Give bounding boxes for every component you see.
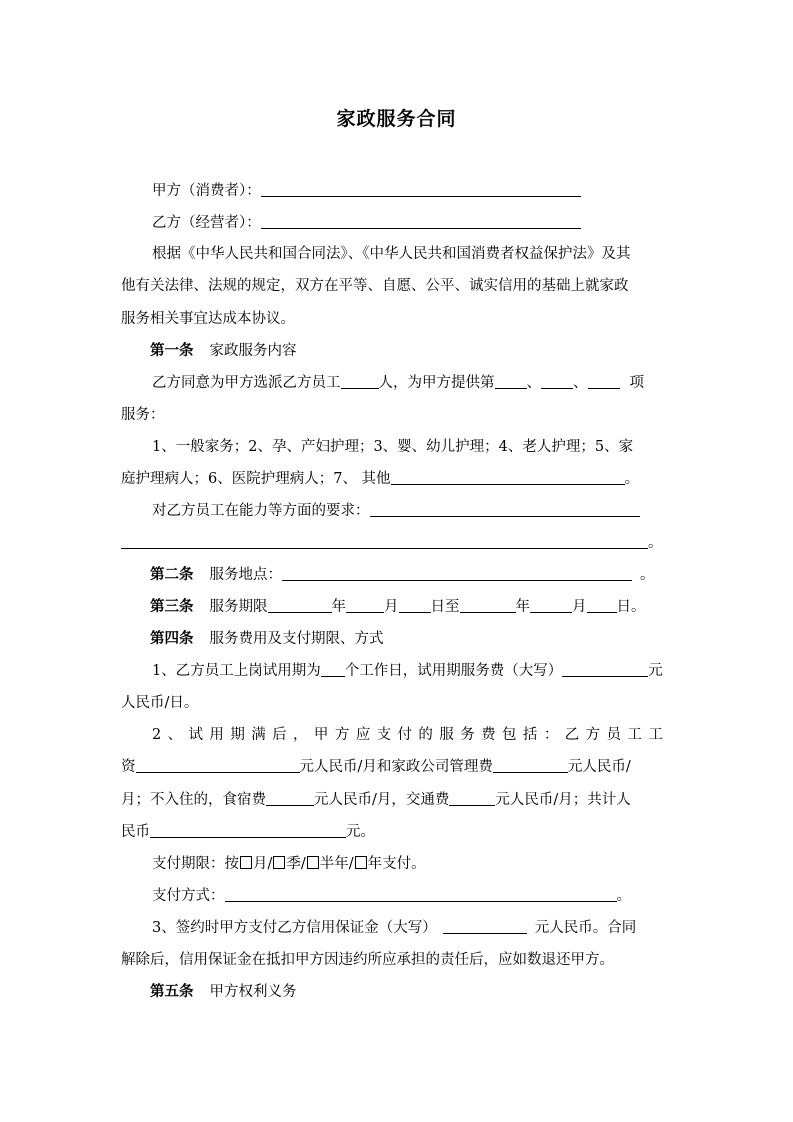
month-label: 月 — [572, 599, 587, 615]
period: 。 — [640, 567, 655, 583]
management-fee-label: 元人民币/月和家政公司管理费 — [299, 759, 493, 775]
period: 。 — [648, 535, 663, 551]
checkbox-yearly[interactable] — [355, 856, 367, 869]
preamble-line-3: 服务相关事宜达成本协议。 — [121, 311, 295, 327]
service-location-blank[interactable] — [282, 564, 632, 581]
yearly-label: 年支付。 — [367, 856, 426, 872]
article-3-line — [150, 596, 646, 618]
payment-method-blank[interactable] — [225, 885, 617, 902]
article-4-p1-line-2: 人民币/日。 — [121, 695, 199, 711]
separator: 、 — [573, 375, 588, 391]
deposit-blank[interactable] — [443, 917, 527, 934]
article-4-p3-line-1 — [152, 917, 636, 939]
other-label: 庭护理病人；6、医院护理病人；7、 其他 — [121, 471, 391, 487]
article-4-p2-line-2 — [121, 756, 631, 778]
service-location-label: 服务地点： — [209, 567, 282, 583]
staff-count-blank[interactable] — [341, 372, 379, 389]
service-period-label: 服务期限 — [209, 599, 268, 615]
service-item-blank-3[interactable] — [588, 372, 620, 389]
article-1-line-4 — [121, 468, 639, 490]
management-fee-blank[interactable] — [493, 756, 568, 773]
start-month-blank[interactable] — [346, 596, 384, 613]
unit-label: 元 — [648, 663, 663, 679]
board-fee-label: 月；不入住的，食宿费 — [121, 792, 266, 808]
article-1-line-2: 服务： — [121, 407, 165, 423]
document-title: 家政服务合同 — [336, 108, 457, 130]
party-a-blank[interactable] — [261, 180, 581, 197]
start-year-blank[interactable] — [268, 596, 332, 613]
unit-label: 元。 — [346, 824, 375, 840]
board-fee-blank[interactable] — [266, 789, 314, 806]
preamble-line-2: 他有关法律、法规的规定，双方在平等、自愿、公平、诚实信用的基础上就家政 — [121, 278, 629, 294]
unit-label: 元人民币/ — [567, 759, 631, 775]
total-label: 元人民币/月；共计人 — [495, 792, 631, 808]
payment-term-line — [152, 853, 426, 875]
end-year-blank[interactable] — [460, 596, 516, 613]
article-5-number: 第五条 — [150, 983, 194, 1000]
other-service-blank[interactable] — [391, 468, 625, 485]
checkbox-half-year[interactable] — [307, 856, 319, 869]
article-4-heading — [150, 628, 384, 650]
transport-fee-blank[interactable] — [449, 789, 495, 806]
day-label: 日。 — [616, 599, 646, 615]
article-4-p3-line-2: 解除后，信用保证金在抵扣甲方因违约所应承担的责任后，应如数退还甲方。 — [121, 952, 614, 968]
requirements-label: 对乙方员工在能力等方面的要求： — [152, 503, 370, 519]
quarterly-label: 季/ — [286, 856, 306, 872]
article-4-number: 第四条 — [150, 630, 194, 647]
total-blank[interactable] — [150, 821, 346, 838]
transport-fee-label: 元人民币/月，交通费 — [314, 792, 450, 808]
deposit-label: 3、签约时甲方支付乙方信用保证金（大写） — [152, 920, 437, 936]
staff-count-label: 乙方同意为甲方选派乙方员工 — [152, 375, 341, 391]
deposit-unit-label: 元人民币。合同 — [534, 920, 637, 936]
article-1-title: 家政服务内容 — [209, 343, 297, 359]
party-a-label: 甲方（消费者）： — [152, 183, 261, 199]
requirements-blank-1[interactable] — [370, 500, 640, 517]
payment-method-line — [152, 885, 631, 907]
article-1-line-5 — [152, 500, 640, 522]
year-label: 年 — [515, 599, 530, 615]
end-month-blank[interactable] — [530, 596, 572, 613]
party-b-blank[interactable] — [261, 212, 581, 229]
separator: 、 — [526, 375, 541, 391]
article-1-heading — [150, 340, 297, 362]
article-4-p1-line-1 — [152, 660, 663, 682]
article-3-number: 第三条 — [150, 598, 194, 615]
payment-method-label: 支付方式： — [152, 888, 225, 904]
preamble-line-1: 根据《中华人民共和国合同法》、《中华人民共和国消费者权益保护法》及其 — [152, 246, 631, 262]
checkbox-quarterly[interactable] — [273, 856, 285, 869]
day-to-label: 日至 — [430, 599, 460, 615]
wage-label: 资 — [121, 759, 136, 775]
service-item-blank-2[interactable] — [541, 372, 573, 389]
party-a-line — [152, 180, 581, 202]
article-1-line-3: 1、一般家务；2、孕、产妇护理；3、婴、幼儿护理；4、老人护理；5、家 — [152, 439, 634, 455]
party-b-line — [152, 212, 581, 234]
probation-label: 1、乙方员工上岗试用期为 — [152, 663, 321, 679]
article-1-line-6 — [121, 532, 663, 554]
article-2-number: 第二条 — [150, 566, 194, 583]
payment-term-label: 支付期限：按 — [152, 856, 239, 872]
service-item-label: 人，为甲方提供第 — [378, 375, 495, 391]
half-year-label: 半年/ — [319, 856, 354, 872]
article-5-title: 甲方权利义务 — [209, 984, 297, 1000]
start-day-blank[interactable] — [399, 596, 431, 613]
monthly-label: 月/ — [253, 856, 273, 872]
article-4-p2-line-3 — [121, 789, 631, 811]
article-4-title: 服务费用及支付期限、方式 — [209, 631, 384, 647]
period: 。 — [624, 471, 640, 487]
article-2-line — [150, 564, 655, 586]
checkbox-monthly[interactable] — [240, 856, 252, 869]
party-b-label: 乙方（经营者）： — [152, 215, 261, 231]
article-1-line-1 — [152, 372, 644, 394]
wage-blank[interactable] — [136, 756, 300, 773]
article-4-p2-line-4 — [121, 821, 375, 843]
requirements-blank-2[interactable] — [121, 532, 648, 549]
probation-days-blank[interactable] — [321, 660, 345, 677]
article-1-number: 第一条 — [150, 342, 194, 359]
service-item-blank-1[interactable] — [495, 372, 527, 389]
article-4-p2-line-1: 2、试用期满后，甲方应支付的服务费包括：乙方员工工 — [152, 727, 670, 743]
period: 。 — [616, 888, 631, 904]
end-day-blank[interactable] — [587, 596, 617, 613]
probation-fee-blank[interactable] — [562, 660, 648, 677]
year-label: 年 — [331, 599, 346, 615]
article-5-heading — [150, 981, 297, 1003]
month-label: 月 — [384, 599, 399, 615]
item-suffix: 项 — [629, 375, 644, 391]
currency-label: 民币 — [121, 824, 150, 840]
probation-fee-label: 个工作日，试用期服务费（大写） — [344, 663, 563, 679]
